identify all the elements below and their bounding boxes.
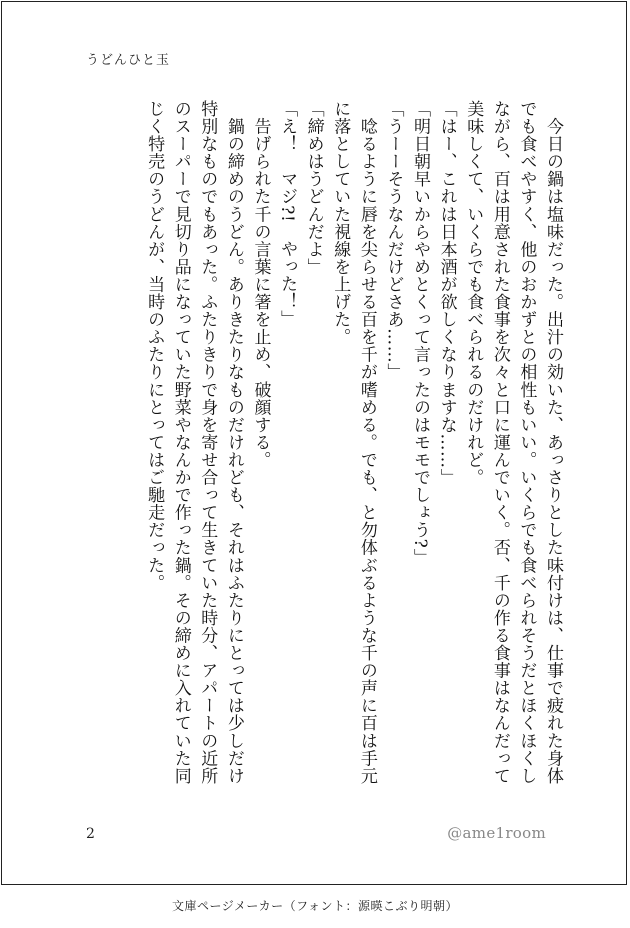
text-line: 「締めはうどんだよ」 <box>303 100 324 276</box>
text-line: 「はー、これは日本酒が欲しくなりますな……」 <box>436 100 457 487</box>
account-tag: @ame1room <box>447 824 546 842</box>
text-line: ながら、百は用意された食事を次々と口に運んでいく。否、千の作る食事はなんだって <box>489 100 510 785</box>
text-line: 「明日朝早いからやめとくって言ったのはモモでしょう?」 <box>410 100 431 566</box>
page-frame <box>1 1 627 885</box>
text-line: じく特売のうどんが、当時のふたりにとってはご馳走だった。 <box>144 100 165 592</box>
text-line: 「うーーそうなんだけどさあ……」 <box>383 100 404 381</box>
page-number: 2 <box>86 826 95 842</box>
text-line: 鍋の締めのうどん。ありきたりなものだけれども、それはふたりにとっては少しだけ <box>223 100 244 785</box>
body-text <box>141 100 567 800</box>
text-line: 今日の鍋は塩味だった。出汁の効いた、あっさりとした味付けは、仕事で疲れた身体 <box>543 100 563 785</box>
generator-credit: 文庫ページメーカー（フォント：源暎こぶり明朝） <box>171 899 459 913</box>
text-line: 唸るように唇を尖らせる百を千が嗜める。でも、と勿体ぶるような千の声に百は手元 <box>356 100 377 785</box>
text-line: 特別なものでもあった。ふたりきりで身を寄せ合って生きていた時分、アパートの近所 <box>197 100 218 785</box>
text-line: 「え！ マジ?! やった！」 <box>277 100 298 328</box>
text-line: 告げられた千の言葉に箸を止め、破顔する。 <box>250 100 271 469</box>
text-line: に落としていた視線を上げた。 <box>330 100 351 346</box>
text-line: でも食べやすく、他のおかずとの相性もいい。いくらでも食べられそうだとほくほくし <box>516 100 537 785</box>
text-line: 美味しくて、いくらでも食べられるのだけれど。 <box>463 100 484 487</box>
running-title: うどんひと玉 <box>86 53 171 68</box>
text-line: のスーパーで見切り品になっていた野菜やなんかで作った鍋。その締めに入れていた同 <box>170 100 191 785</box>
